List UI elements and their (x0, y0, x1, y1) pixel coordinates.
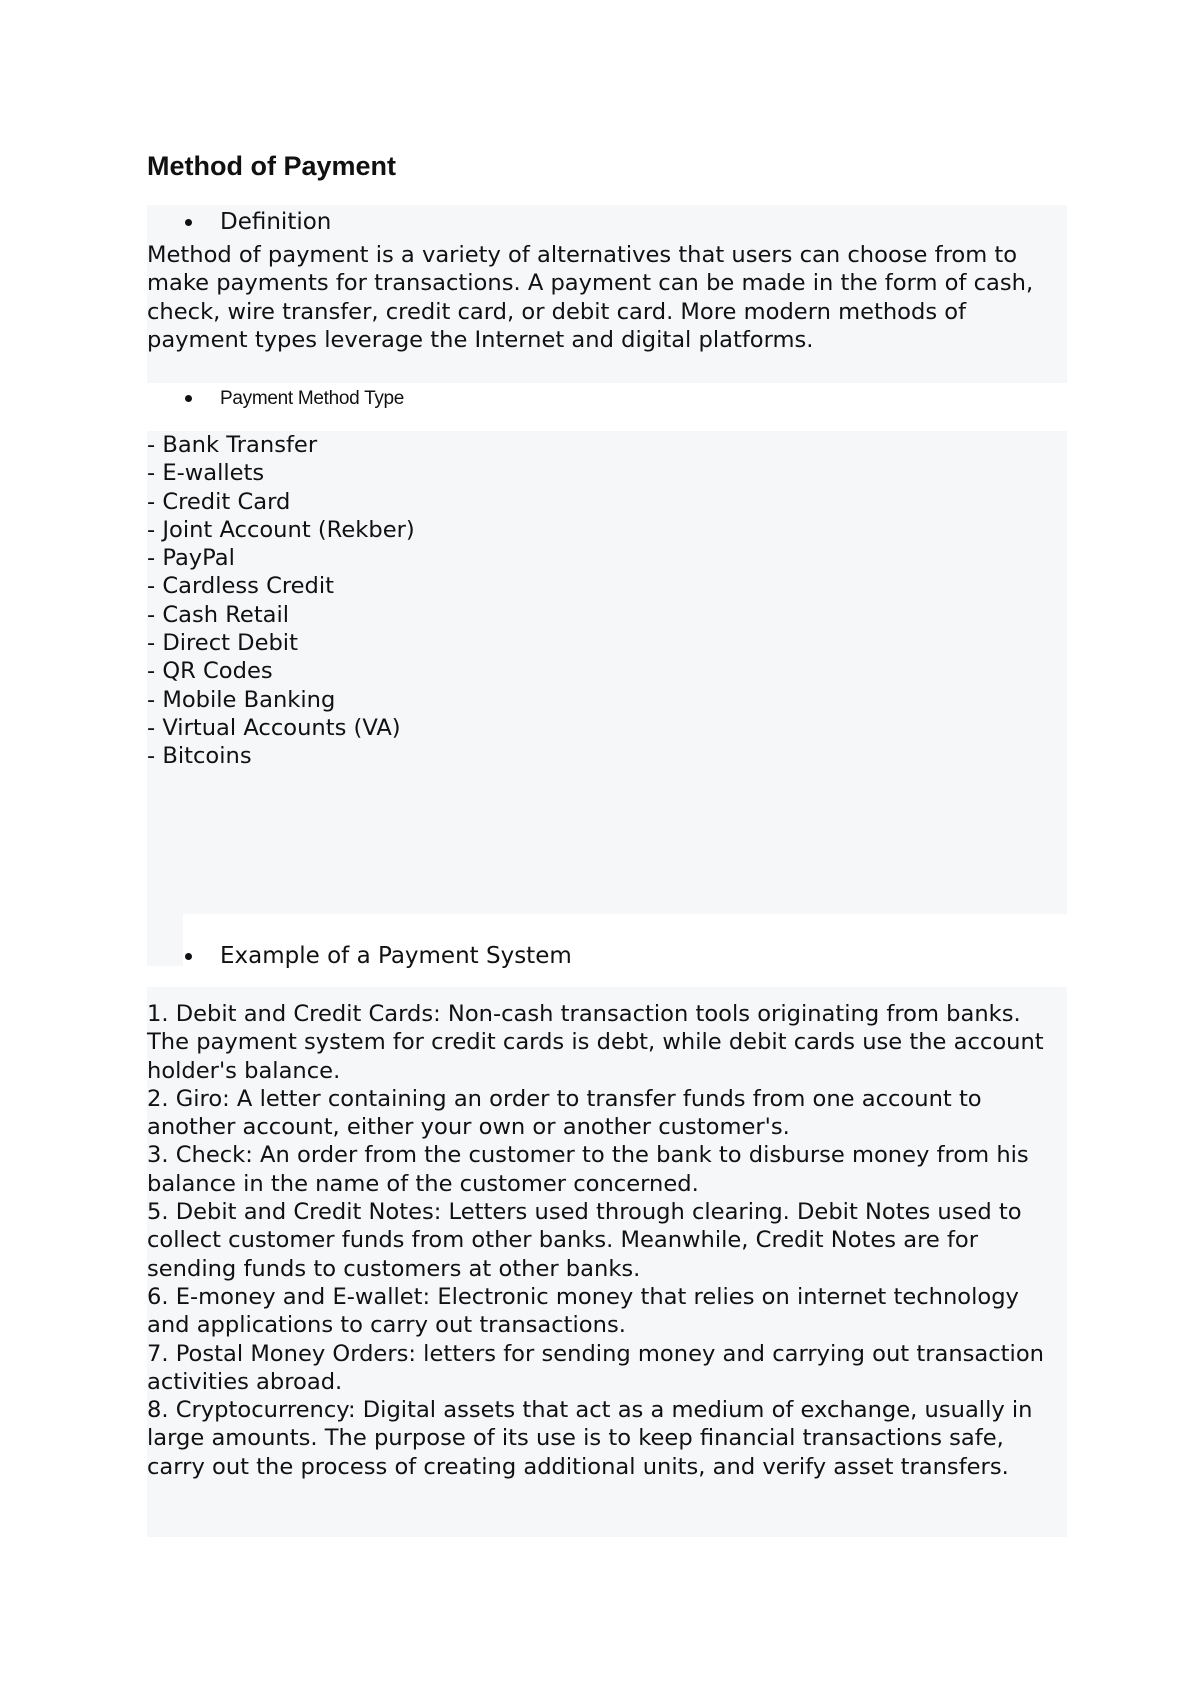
list-item: - Bank Transfer (147, 432, 318, 458)
list-item: 3. Check: An order from the customer to the bank to disburse money from his balance in the name of the customer concerned. (147, 1142, 1029, 1197)
list-item: 1. Debit and Credit Cards: Non-cash transaction tools originating from banks. The payment system for credit cards is debt, while debit cards use the account holder's balance. (147, 1001, 1044, 1084)
example-list (147, 1000, 1067, 1481)
page-title: Method of Payment (147, 151, 397, 181)
list-item: 5. Debit and Credit Notes: Letters used through clearing. Debit Notes used to collect customer funds from other banks. Meanwhile, Credit Notes are for sending funds to customers at other banks. (147, 1199, 1022, 1282)
definition-heading: Definition (220, 209, 332, 235)
payment-method-type-list (147, 431, 1067, 771)
list-item: - PayPal (147, 545, 235, 572)
list-item: 6. E-money and E-wallet: Electronic money that relies on internet technology and applications to carry out transactions. (147, 1283, 1019, 1339)
example-heading: Example of a Payment System (220, 943, 572, 969)
list-item: 2. Giro: A letter containing an order to transfer funds from one account to another account, either your own or another customer's. (147, 1085, 982, 1141)
bullet-icon (185, 395, 192, 402)
bullet-icon (185, 219, 192, 226)
list-item: - Joint Account (Rekber) (147, 516, 415, 543)
list-item: 8. Cryptocurrency: Digital assets that act as a medium of exchange, usually in large amounts. The purpose of its use is to keep financial transactions safe, carry out the process of creating additional units, and verify asset transfers. (147, 1397, 1033, 1480)
list-item: - QR Codes (147, 658, 273, 685)
payment-method-type-heading: Payment Method Type (220, 388, 405, 409)
list-item: - Cardless Credit (147, 573, 335, 600)
bullet-icon (185, 953, 192, 960)
list-item: - Direct Debit (147, 630, 298, 657)
list-item: - Credit Card (147, 488, 291, 515)
definition-text: Method of payment is a variety of alternatives that users can choose from to make payments for transactions. A payment can be made in the form of cash, check, wire transfer, credit card, or debit card. More modern methods of payment types leverage the Internet and digital platforms. (147, 242, 1034, 353)
list-item: 7. Postal Money Orders: letters for sending money and carrying out transaction activities abroad. (147, 1340, 1044, 1395)
types-shade-tail (147, 914, 183, 966)
list-item: - Cash Retail (147, 601, 290, 628)
list-item: - Mobile Banking (147, 686, 336, 713)
list-item: - E-wallets (147, 460, 265, 487)
list-item: - Virtual Accounts (VA) (147, 714, 401, 741)
list-item: - Bitcoins (147, 743, 252, 770)
